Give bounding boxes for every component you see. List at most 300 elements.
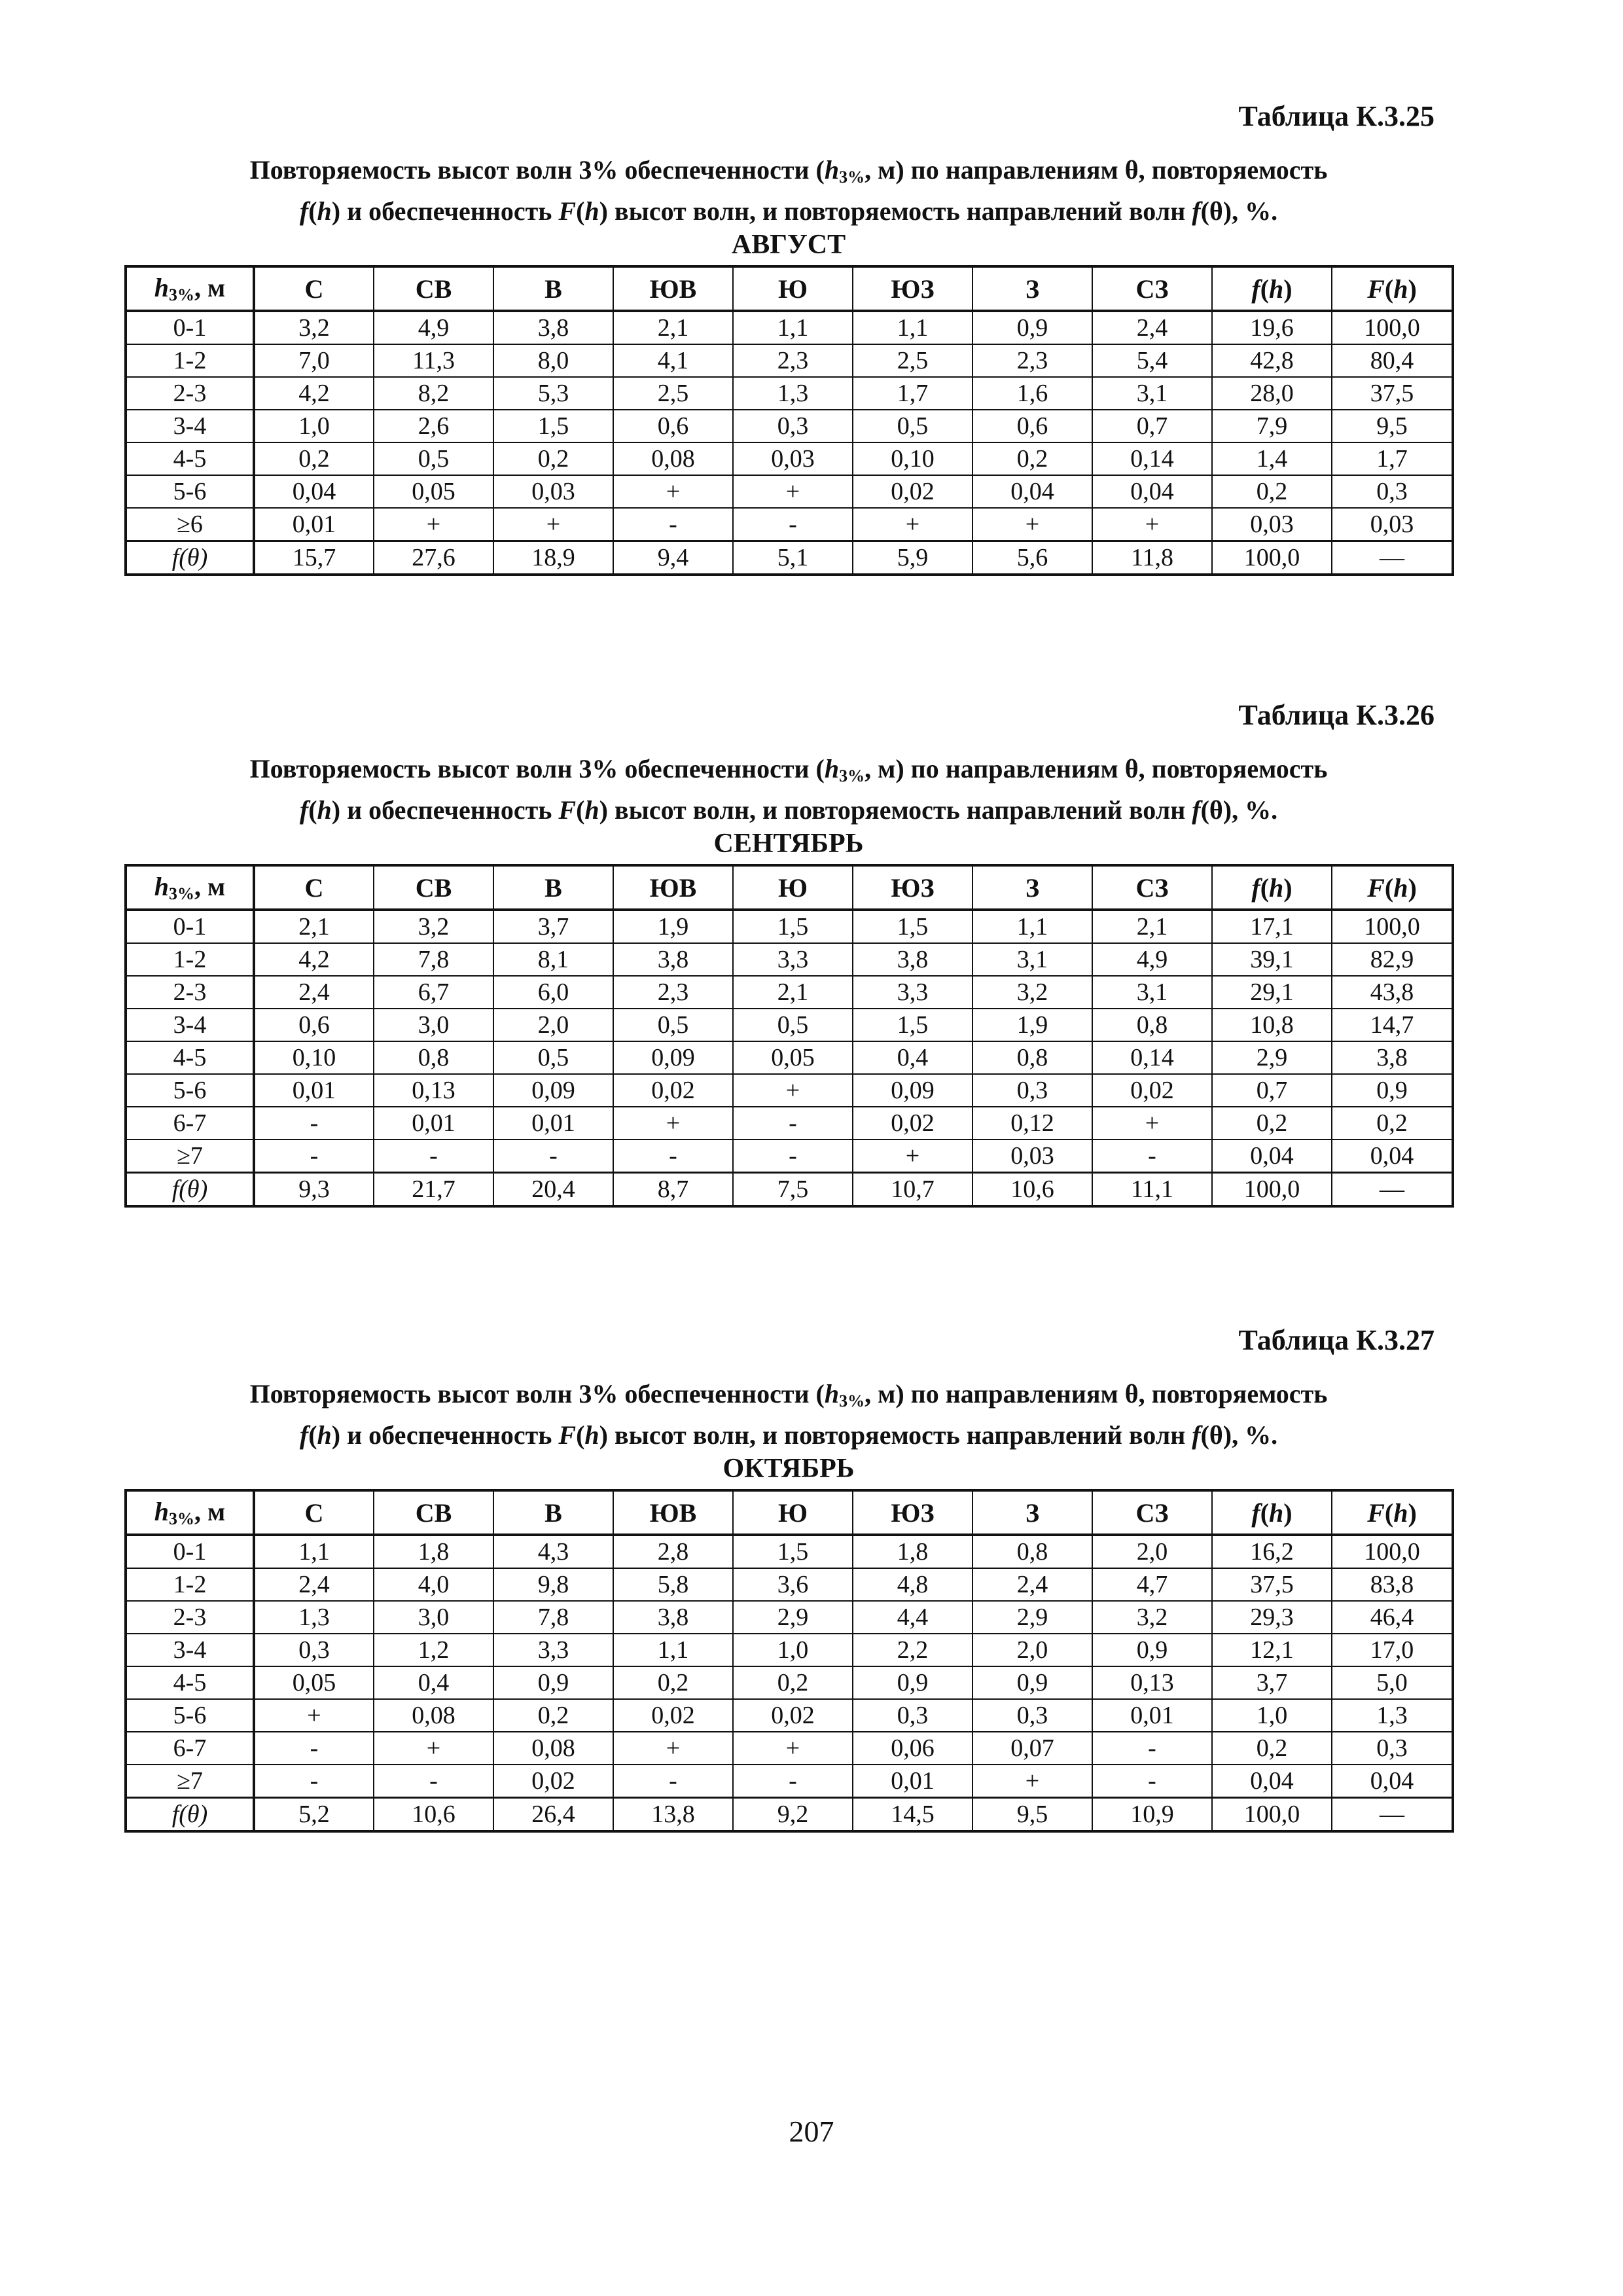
total-cell: 5,1 — [733, 541, 853, 575]
row-label: 4-5 — [126, 1666, 254, 1699]
total-row — [126, 1798, 1453, 1832]
total-cell: 9,4 — [613, 541, 733, 575]
table-cell: - — [493, 1139, 613, 1173]
table-cell: 0,04 — [1212, 1139, 1332, 1173]
table-row — [126, 1139, 1453, 1173]
header-col: З — [972, 865, 1092, 910]
table-cell: 1,5 — [853, 910, 972, 943]
table-cell: 3,7 — [1212, 1666, 1332, 1699]
table-cell: 2,5 — [853, 344, 972, 377]
table-cell: 0,2 — [1332, 1107, 1453, 1139]
table-cell: 3,0 — [374, 1601, 493, 1634]
row-label: 1-2 — [126, 1568, 254, 1601]
table-cell: - — [254, 1765, 374, 1798]
header-col: ЮВ — [613, 1490, 733, 1535]
caption-line-1: Повторяемость высот волн 3% обеспеченности ($h_{3\%}$, м) по направлениям θ, повторяемость — [249, 754, 1328, 785]
table-cell: 0,04 — [1332, 1765, 1453, 1798]
table-cell: 2,4 — [972, 1568, 1092, 1601]
month-title: ОКТЯБРЬ — [722, 1454, 855, 1484]
caption-line-2: f(h) и обеспеченность F(h) высот волн, и повторяемость направлений волн f(θ), %. — [299, 1420, 1278, 1450]
table-cell: 0,2 — [972, 442, 1092, 475]
table-cell: 0,01 — [374, 1107, 493, 1139]
row-label: 4-5 — [126, 1041, 254, 1074]
table-row — [126, 1699, 1453, 1732]
table-cell: + — [853, 508, 972, 541]
table-cell: 0,8 — [972, 1041, 1092, 1074]
table-cell: + — [733, 475, 853, 508]
row-label: 3-4 — [126, 410, 254, 442]
total-cell: 10,6 — [374, 1798, 493, 1832]
header-col: С — [254, 266, 374, 311]
table-cell: - — [1092, 1139, 1212, 1173]
table-cell: 2,3 — [972, 344, 1092, 377]
header-col: ЮЗ — [853, 865, 972, 910]
table-cell: 7,8 — [374, 943, 493, 976]
table-cell: 1,9 — [972, 1009, 1092, 1041]
table-cell: 1,8 — [374, 1535, 493, 1568]
table-cell: 0,6 — [613, 410, 733, 442]
table-cell: 2,9 — [972, 1601, 1092, 1634]
month-title: АВГУСТ — [731, 230, 846, 260]
total-cell: — — [1332, 541, 1453, 575]
header-col: В — [493, 1490, 613, 1535]
table-cell: 3,8 — [613, 1601, 733, 1634]
total-row — [126, 1173, 1453, 1207]
table-cell: 0,2 — [1212, 1732, 1332, 1765]
table-row — [126, 1666, 1453, 1699]
total-cell: 15,7 — [254, 541, 374, 575]
table-cell: 4,9 — [374, 311, 493, 344]
table-cell: 7,9 — [1212, 410, 1332, 442]
table-cell: 9,5 — [1332, 410, 1453, 442]
table-cell: - — [613, 1765, 733, 1798]
row-label: ≥7 — [126, 1139, 254, 1173]
table-cell: 0,4 — [374, 1666, 493, 1699]
table-cell: 0,08 — [613, 442, 733, 475]
table-cell: 0,02 — [1092, 1074, 1212, 1107]
data-table — [124, 1489, 1454, 1833]
header-row — [126, 266, 1453, 311]
table-cell: 3,8 — [1332, 1041, 1453, 1074]
table-cell: + — [733, 1732, 853, 1765]
caption-line-2: f(h) и обеспеченность F(h) высот волн, и повторяемость направлений волн f(θ), %. — [299, 795, 1278, 825]
row-label: 0-1 — [126, 1535, 254, 1568]
table-cell: 1,1 — [733, 311, 853, 344]
table-cell: 1,1 — [853, 311, 972, 344]
table-row — [126, 344, 1453, 377]
header-col: В — [493, 865, 613, 910]
header-col: СВ — [374, 266, 493, 311]
table-number: Таблица К.3.27 — [1238, 1324, 1435, 1356]
table-cell: 37,5 — [1212, 1568, 1332, 1601]
table-cell: 8,0 — [493, 344, 613, 377]
table-cell: 0,04 — [1212, 1765, 1332, 1798]
total-cell: 10,9 — [1092, 1798, 1212, 1832]
table-cell: 0,04 — [972, 475, 1092, 508]
table-row — [126, 943, 1453, 976]
table-cell: 0,9 — [1092, 1634, 1212, 1666]
table-cell: 0,13 — [1092, 1666, 1212, 1699]
table-row — [126, 1568, 1453, 1601]
table-cell: 0,06 — [853, 1732, 972, 1765]
table-cell: 2,9 — [733, 1601, 853, 1634]
table-cell: 1,8 — [853, 1535, 972, 1568]
table-section-1 — [124, 98, 1453, 576]
table-cell: 37,5 — [1332, 377, 1453, 410]
table-cell: - — [1092, 1765, 1212, 1798]
table-row — [126, 410, 1453, 442]
table-cell: 0,02 — [853, 1107, 972, 1139]
table-cell: 0,5 — [374, 442, 493, 475]
total-label: f(θ) — [126, 1798, 254, 1832]
header-col: СВ — [374, 865, 493, 910]
table-cell: 29,1 — [1212, 976, 1332, 1009]
table-row — [126, 1107, 1453, 1139]
total-cell: 11,8 — [1092, 541, 1212, 575]
total-cell: 5,2 — [254, 1798, 374, 1832]
table-cell: 0,3 — [1332, 1732, 1453, 1765]
table-cell: 0,08 — [374, 1699, 493, 1732]
table-cell: 1,4 — [1212, 442, 1332, 475]
table-cell: 0,07 — [972, 1732, 1092, 1765]
header-col: ЮВ — [613, 266, 733, 311]
header-col: СЗ — [1092, 266, 1212, 311]
table-cell: 0,05 — [374, 475, 493, 508]
table-cell: 0,7 — [1092, 410, 1212, 442]
table-cell: 4,2 — [254, 943, 374, 976]
table-cell: 11,3 — [374, 344, 493, 377]
table-cell: - — [254, 1732, 374, 1765]
table-cell: 0,02 — [733, 1699, 853, 1732]
table-row — [126, 1765, 1453, 1798]
table-cell: 0,2 — [1212, 1107, 1332, 1139]
table-cell: 16,2 — [1212, 1535, 1332, 1568]
table-cell: 0,2 — [493, 442, 613, 475]
table-cell: 7,0 — [254, 344, 374, 377]
table-cell: 0,9 — [972, 1666, 1092, 1699]
table-cell: 9,8 — [493, 1568, 613, 1601]
table-cell: 3,1 — [1092, 377, 1212, 410]
table-cell: 3,7 — [493, 910, 613, 943]
table-cell: 39,1 — [1212, 943, 1332, 976]
table-cell: + — [733, 1074, 853, 1107]
table-cell: 0,01 — [254, 508, 374, 541]
table-row — [126, 1535, 1453, 1568]
total-cell: 9,2 — [733, 1798, 853, 1832]
table-cell: + — [1092, 508, 1212, 541]
table-cell: 43,8 — [1332, 976, 1453, 1009]
total-cell: 100,0 — [1212, 1798, 1332, 1832]
table-row — [126, 311, 1453, 344]
total-label: f(θ) — [126, 1173, 254, 1207]
total-cell: 14,5 — [853, 1798, 972, 1832]
row-label: ≥6 — [126, 508, 254, 541]
table-cell: 2,0 — [1092, 1535, 1212, 1568]
table-cell: - — [254, 1139, 374, 1173]
table-cell: 0,10 — [254, 1041, 374, 1074]
table-cell: 0,14 — [1092, 1041, 1212, 1074]
table-caption — [124, 1377, 1453, 1452]
header-col: Ю — [733, 266, 853, 311]
table-cell: 5,4 — [1092, 344, 1212, 377]
table-cell: 0,03 — [733, 442, 853, 475]
row-label: 1-2 — [126, 943, 254, 976]
table-cell: 4,0 — [374, 1568, 493, 1601]
table-cell: - — [1092, 1732, 1212, 1765]
row-label: 6-7 — [126, 1107, 254, 1139]
data-table — [124, 864, 1454, 1208]
table-cell: 3,8 — [853, 943, 972, 976]
table-cell: 0,13 — [374, 1074, 493, 1107]
header-h3: $h_{3\%}$, м — [126, 266, 254, 311]
table-cell: 3,8 — [493, 311, 613, 344]
table-cell: 1,7 — [853, 377, 972, 410]
table-cell: 0,3 — [254, 1634, 374, 1666]
total-cell: 8,7 — [613, 1173, 733, 1207]
table-cell: 2,4 — [254, 976, 374, 1009]
table-row — [126, 1732, 1453, 1765]
table-cell: 0,02 — [493, 1765, 613, 1798]
table-cell: 1,1 — [972, 910, 1092, 943]
total-cell: 5,6 — [972, 541, 1092, 575]
caption-line-1: Повторяемость высот волн 3% обеспеченности ($h_{3\%}$, м) по направлениям θ, повторяемость — [249, 155, 1328, 187]
table-cell: 1,3 — [733, 377, 853, 410]
page-number: 207 — [789, 2115, 834, 2148]
row-label: 5-6 — [126, 1699, 254, 1732]
table-cell: 0,12 — [972, 1107, 1092, 1139]
table-cell: 1,7 — [1332, 442, 1453, 475]
table-row — [126, 1634, 1453, 1666]
header-Fh: F(h) — [1332, 266, 1453, 311]
header-col: З — [972, 266, 1092, 311]
table-cell: 0,3 — [853, 1699, 972, 1732]
table-cell: 2,9 — [1212, 1041, 1332, 1074]
table-cell: + — [374, 508, 493, 541]
table-cell: 0,01 — [493, 1107, 613, 1139]
total-cell: 9,3 — [254, 1173, 374, 1207]
table-cell: 0,3 — [733, 410, 853, 442]
table-cell: + — [972, 508, 1092, 541]
table-cell: 1,3 — [1332, 1699, 1453, 1732]
table-section-3 — [124, 1322, 1453, 1833]
table-cell: 2,0 — [493, 1009, 613, 1041]
table-cell: 0,03 — [1212, 508, 1332, 541]
table-cell: - — [733, 508, 853, 541]
table-cell: 0,5 — [733, 1009, 853, 1041]
total-cell: 27,6 — [374, 541, 493, 575]
table-cell: 4,7 — [1092, 1568, 1212, 1601]
month-title: СЕНТЯБРЬ — [713, 829, 864, 859]
row-label: ≥7 — [126, 1765, 254, 1798]
table-cell: 2,0 — [972, 1634, 1092, 1666]
header-col: Ю — [733, 865, 853, 910]
table-cell: 0,02 — [853, 475, 972, 508]
row-label: 0-1 — [126, 910, 254, 943]
table-cell: 1,5 — [493, 410, 613, 442]
table-cell: + — [254, 1699, 374, 1732]
table-cell: 100,0 — [1332, 311, 1453, 344]
table-cell: - — [733, 1107, 853, 1139]
table-cell: 0,2 — [1212, 475, 1332, 508]
table-section-2 — [124, 697, 1453, 1208]
header-Fh: F(h) — [1332, 865, 1453, 910]
table-cell: 5,8 — [613, 1568, 733, 1601]
table-caption — [124, 752, 1453, 827]
table-cell: 0,6 — [254, 1009, 374, 1041]
row-label: 2-3 — [126, 1601, 254, 1634]
table-row — [126, 475, 1453, 508]
table-cell: 0,08 — [493, 1732, 613, 1765]
table-cell: 6,0 — [493, 976, 613, 1009]
row-label: 3-4 — [126, 1009, 254, 1041]
table-cell: 0,3 — [972, 1699, 1092, 1732]
table-cell: 2,1 — [733, 976, 853, 1009]
header-col: Ю — [733, 1490, 853, 1535]
header-col: С — [254, 1490, 374, 1535]
table-cell: 0,8 — [374, 1041, 493, 1074]
table-row — [126, 508, 1453, 541]
header-row — [126, 1490, 1453, 1535]
table-cell: 1,6 — [972, 377, 1092, 410]
table-cell: + — [613, 1107, 733, 1139]
table-cell: + — [972, 1765, 1092, 1798]
table-cell: 28,0 — [1212, 377, 1332, 410]
table-row — [126, 1074, 1453, 1107]
row-label: 2-3 — [126, 976, 254, 1009]
table-number: Таблица К.3.26 — [1238, 699, 1435, 731]
table-cell: 8,1 — [493, 943, 613, 976]
table-cell: + — [613, 475, 733, 508]
total-cell: 26,4 — [493, 1798, 613, 1832]
table-cell: 0,2 — [613, 1666, 733, 1699]
caption-line-2: f(h) и обеспеченность F(h) высот волн, и повторяемость направлений волн f(θ), %. — [299, 196, 1278, 226]
row-label: 1-2 — [126, 344, 254, 377]
header-Fh: F(h) — [1332, 1490, 1453, 1535]
table-cell: 0,7 — [1212, 1074, 1332, 1107]
table-cell: 0,03 — [972, 1139, 1092, 1173]
table-cell: 0,3 — [972, 1074, 1092, 1107]
table-cell: 12,1 — [1212, 1634, 1332, 1666]
table-cell: 2,1 — [1092, 910, 1212, 943]
table-cell: 5,3 — [493, 377, 613, 410]
header-col: СЗ — [1092, 865, 1212, 910]
header-col: З — [972, 1490, 1092, 1535]
table-cell: 0,03 — [1332, 508, 1453, 541]
total-cell: 7,5 — [733, 1173, 853, 1207]
row-label: 5-6 — [126, 475, 254, 508]
row-label: 5-6 — [126, 1074, 254, 1107]
row-label: 6-7 — [126, 1732, 254, 1765]
total-cell: — — [1332, 1798, 1453, 1832]
table-number: Таблица К.3.25 — [1238, 100, 1435, 132]
table-cell: 3,3 — [493, 1634, 613, 1666]
header-col: СВ — [374, 1490, 493, 1535]
table-cell: 0,14 — [1092, 442, 1212, 475]
table-cell: 1,1 — [613, 1634, 733, 1666]
table-cell: 3,2 — [1092, 1601, 1212, 1634]
row-label: 2-3 — [126, 377, 254, 410]
table-cell: 14,7 — [1332, 1009, 1453, 1041]
table-cell: - — [733, 1139, 853, 1173]
table-cell: 2,6 — [374, 410, 493, 442]
table-cell: + — [1092, 1107, 1212, 1139]
total-cell: 10,6 — [972, 1173, 1092, 1207]
table-cell: 0,01 — [1092, 1699, 1212, 1732]
table-cell: 0,04 — [1092, 475, 1212, 508]
table-cell: 29,3 — [1212, 1601, 1332, 1634]
table-cell: 3,2 — [254, 311, 374, 344]
header-row — [126, 865, 1453, 910]
table-cell: 6,7 — [374, 976, 493, 1009]
table-cell: 2,4 — [1092, 311, 1212, 344]
table-cell: 100,0 — [1332, 1535, 1453, 1568]
table-cell: 0,05 — [254, 1666, 374, 1699]
table-cell: 0,2 — [733, 1666, 853, 1699]
table-cell: 2,3 — [613, 976, 733, 1009]
table-cell: + — [613, 1732, 733, 1765]
table-cell: 80,4 — [1332, 344, 1453, 377]
table-row — [126, 976, 1453, 1009]
table-row — [126, 442, 1453, 475]
table-cell: 3,0 — [374, 1009, 493, 1041]
table-cell: + — [374, 1732, 493, 1765]
table-cell: 0,8 — [972, 1535, 1092, 1568]
table-row — [126, 1041, 1453, 1074]
table-cell: 1,5 — [733, 1535, 853, 1568]
table-cell: 4,1 — [613, 344, 733, 377]
table-cell: 0,09 — [613, 1041, 733, 1074]
table-cell: 1,0 — [254, 410, 374, 442]
table-row — [126, 377, 1453, 410]
table-cell: + — [493, 508, 613, 541]
total-cell: 20,4 — [493, 1173, 613, 1207]
table-cell: 3,3 — [733, 943, 853, 976]
table-caption — [124, 153, 1453, 228]
table-cell: 0,2 — [254, 442, 374, 475]
total-cell: 10,7 — [853, 1173, 972, 1207]
total-cell: 9,5 — [972, 1798, 1092, 1832]
table-cell: 1,0 — [733, 1634, 853, 1666]
table-cell: 3,1 — [972, 943, 1092, 976]
table-cell: 100,0 — [1332, 910, 1453, 943]
table-cell: 0,02 — [613, 1074, 733, 1107]
table-cell: 2,3 — [733, 344, 853, 377]
data-table — [124, 265, 1454, 576]
table-row — [126, 910, 1453, 943]
header-fh: f(h) — [1212, 266, 1332, 311]
table-cell: 4,2 — [254, 377, 374, 410]
table-cell: - — [254, 1107, 374, 1139]
table-cell: - — [613, 1139, 733, 1173]
header-col: В — [493, 266, 613, 311]
table-cell: 0,4 — [853, 1041, 972, 1074]
table-cell: 0,04 — [254, 475, 374, 508]
table-cell: 2,4 — [254, 1568, 374, 1601]
table-row — [126, 1601, 1453, 1634]
header-h3: $h_{3\%}$, м — [126, 1490, 254, 1535]
header-col: СЗ — [1092, 1490, 1212, 1535]
table-cell: 0,10 — [853, 442, 972, 475]
total-cell: 21,7 — [374, 1173, 493, 1207]
table-cell: 1,2 — [374, 1634, 493, 1666]
table-cell: 0,5 — [613, 1009, 733, 1041]
table-row — [126, 1009, 1453, 1041]
table-cell: 4,3 — [493, 1535, 613, 1568]
table-cell: 10,8 — [1212, 1009, 1332, 1041]
header-col: ЮЗ — [853, 1490, 972, 1535]
table-cell: 0,9 — [853, 1666, 972, 1699]
table-cell: 8,2 — [374, 377, 493, 410]
